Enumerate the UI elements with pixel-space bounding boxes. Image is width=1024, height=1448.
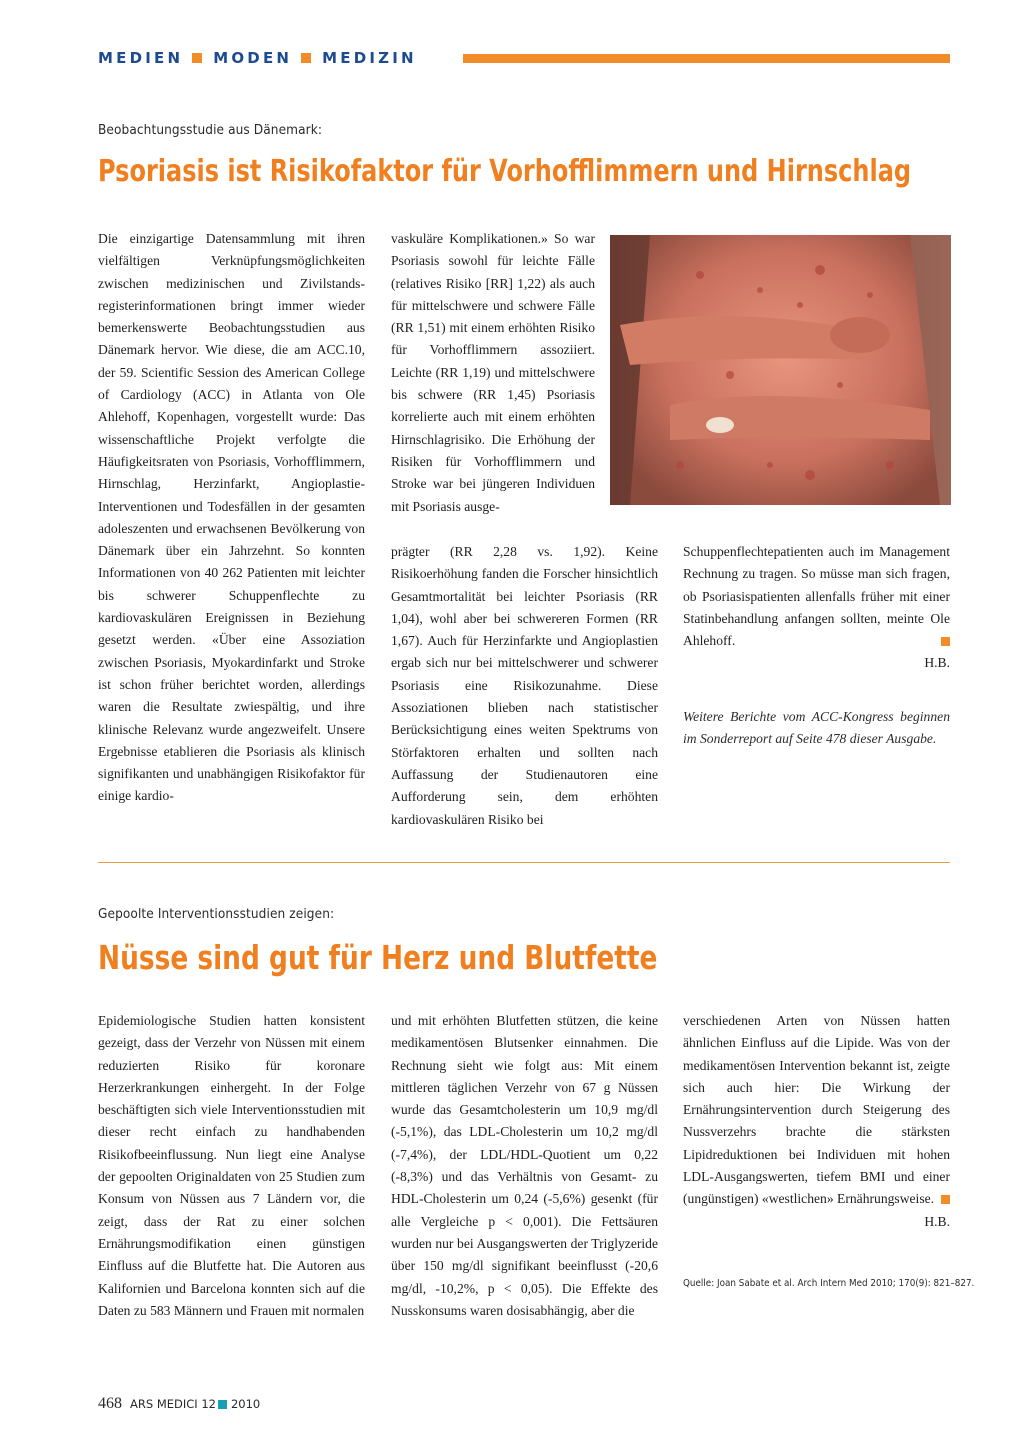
article2-col3-text xyxy=(683,1010,950,1211)
article1-column-2b xyxy=(391,541,658,831)
article1-column-2a xyxy=(391,228,595,518)
article1-column-3 xyxy=(683,541,950,750)
article1-col3-text xyxy=(683,541,950,652)
article2-source: Quelle: Joan Sabate et al. Arch Intern Med 2010; 170(9): 821–827. xyxy=(683,1278,975,1289)
kicker-moden: MODEN xyxy=(213,49,293,67)
article1-note: Weitere Berichte vom ACC-Kongress beginnen im Sonderreport auf Seite 478 dieser Ausgabe. xyxy=(683,708,950,747)
square-icon xyxy=(218,1400,227,1409)
article2-signature: H.B. xyxy=(924,1213,950,1229)
psoriasis-patient-photo xyxy=(610,235,951,505)
article1-overline: Beobachtungsstudie aus Dänemark: xyxy=(98,122,323,138)
kicker-medizin: MEDIZIN xyxy=(322,49,417,67)
article1-col1-text: Die einzigartige Datensammlung mit ihren vielfältigen Verknüpfungsmöglichkeiten zwischen medizinischen und Zivilstands-registerinformationen bringt immer wieder bemerkenswerte Beobachtungsstudien aus Dänemark hervor. Wie diese, die am ACC.10, der 59. Scientific Session des American College of Cardiology (ACC) in Atlanta von Ole Ahlehoff, Kopenhagen, vorgestellt wurde: Das wissenschaftliche Projekt verfolgte die Häufigkeitsraten von Psoriasis, Vorhofflimmern, Hirnschlag, Herzinfarkt, Angioplastie-Interventionen und Todesfällen in der gesamten adoleszenten und erwachsenen Bevölkerung von Dänemark über ein Jahrzehnt. So konnten Informationen von 40 262 Patienten mit leichter bis schwerer Schuppenflechte zu kardiovaskulären Ereignissen in Beziehung gesetzt werden. «Über eine Assoziation zwischen Psoriasis, Myokardinfarkt und Stroke ist schon früher berichtet worden, allerdings waren die Resultate zwiespältig, und ihre klinische Relevanz wurde angezweifelt. Unsere Ergebnisse etablieren die Psoriasis als klinisch signifikanten und unabhängigen Risikofaktor für einige kardio- xyxy=(98,231,365,804)
square-icon xyxy=(301,53,311,63)
article2-column-2 xyxy=(391,1010,658,1322)
article2-title: Nüsse sind gut für Herz und Blutfette xyxy=(98,938,658,977)
page-number: 468 xyxy=(98,1395,122,1412)
square-icon xyxy=(192,53,202,63)
psoriasis-photo-illustration xyxy=(610,235,951,505)
kicker-medien: MEDIEN xyxy=(98,49,184,67)
article1-title: Psoriasis ist Risikofaktor für Vorhofflimmern und Hirnschlag xyxy=(98,154,912,189)
article1-col2a-text: vaskuläre Komplikationen.» So war Psoriasis sowohl für leichte Fälle (relatives Risiko [RR] 1,22) als auch für mittelschwere und schwere Fälle (RR 1,51) mit einem erhöhten Risiko für Vorhofflimmern assoziiert. Leichte (RR 1,19) und mittelschwere bis schwere (RR 1,45) Psoriasis korrelierte auch mit einem erhöhten Hirnschlagrisiko. Die Erhöhung der Risiken für Vorhofflimmern und Stroke war bei jüngeren Individuen mit Psoriasis ausge- xyxy=(391,231,595,514)
journal-name: ARS MEDICI 12 xyxy=(130,1397,216,1411)
article2-column-3 xyxy=(683,1010,950,1233)
header-accent-bar xyxy=(463,54,950,63)
article2-column-1 xyxy=(98,1010,365,1322)
section-kicker xyxy=(98,49,417,67)
article2-col1-text: Epidemiologische Studien hatten konsistent gezeigt, dass der Verzehr von Nüssen mit einem reduzierten Risiko für koronare Herzerkrankungen einhergeht. In der Folge beschäftigten sich viele Interventionsstudien mit dieser recht einfach zu handhabenden Risikofbeeinflussung. Nun liegt eine Analyse der gepoolten Originaldaten von 25 Studien zum Konsum von Nüssen aus 7 Ländern vor, die zeigt, dass der Rat zu einer solchen Ernährungsmodifikation einen günstigen Einfluss auf die Blutfette hat. Die Autoren aus Kalifornien und Barcelona konnten sich auf die Daten zu 583 Männern und Frauen mit normalen xyxy=(98,1013,365,1318)
article-divider xyxy=(98,862,950,863)
article2-col3-body: verschiedenen Arten von Nüssen hatten ähnlichen Einfluss auf die Lipide. Was von der medikamentösen Intervention bekannt ist, zeigte sich auch hier: Die Wirkung der Ernährungsintervention durch Steigerung des Nussverzehrs brachte die stärksten Lipidreduktionen bei Individuen mit hohen LDL-Ausgangswerten, tiefem BMI und einer (ungünstigen) «westlichen» Ernährungsweise. xyxy=(683,1013,950,1207)
article1-column-1 xyxy=(98,228,365,808)
page-footer xyxy=(98,1395,260,1413)
article2-col2-text: und mit erhöhten Blutfetten stützen, die keine medikamentösen Blutsenker einnahmen. Die Rechnung sieht wie folgt aus: Mit einem mittleren täglichen Verzehr von 67 g Nüssen wurde das Gesamtcholesterin um 10,9 mg/dl (-5,1%), das LDL-Cholesterin um 10,2 mg/dl (-7,4%), der LDL/HDL-Quotient um 0,22 (-8,3%) und das Verhältnis von Gesamt- zu HDL-Cholesterin um 0,24 (-5,6%) gesenkt (für alle Vergleiche p < 0,001). Die Fettsäuren wurden nur bei Ausgangswerten der Triglyzeride über 150 mg/dl signifikant beeinflusst (-20,6 mg/dl, -10,2%, p < 0,05). Die Effekte des Nusskonsums waren dosisabhängig, aber die xyxy=(391,1013,658,1318)
journal-year: 2010 xyxy=(230,1397,261,1411)
article2-overline: Gepoolte Interventionsstudien zeigen: xyxy=(98,906,335,922)
article1-col2b-text: prägter (RR 2,28 vs. 1,92). Keine Risikoerhöhung fanden die Forscher hinsichtlich Gesamtmortalität bei leichter Psoriasis (RR 1,04), wohl aber bei schwereren Formen (RR 1,67). Auch für Herzinfarkte und Angioplastien ergab sich nur bei mittelschwerer und schwerer Psoriasis eine Risikozunahme. Diese Assoziationen blieben nach statistischer Berücksichtigung eines weiten Spektrums von Störfaktoren erhalten und sollten nach Auffassung der Studienautoren eine Aufforderung sein, dem erhöhten kardiovaskulären Risiko bei xyxy=(391,544,658,827)
end-mark-icon xyxy=(941,637,950,646)
article1-col3-body: Schuppenflechtepatienten auch im Management Rechnung zu tragen. So müsse man sich fragen, ob Psoriasispatienten allenfalls früher mit einer Statinbehandlung anfangen sollten, meinte Ole Ahlehoff. xyxy=(683,544,950,649)
article1-signature: H.B. xyxy=(924,655,950,671)
end-mark-icon xyxy=(941,1195,950,1204)
